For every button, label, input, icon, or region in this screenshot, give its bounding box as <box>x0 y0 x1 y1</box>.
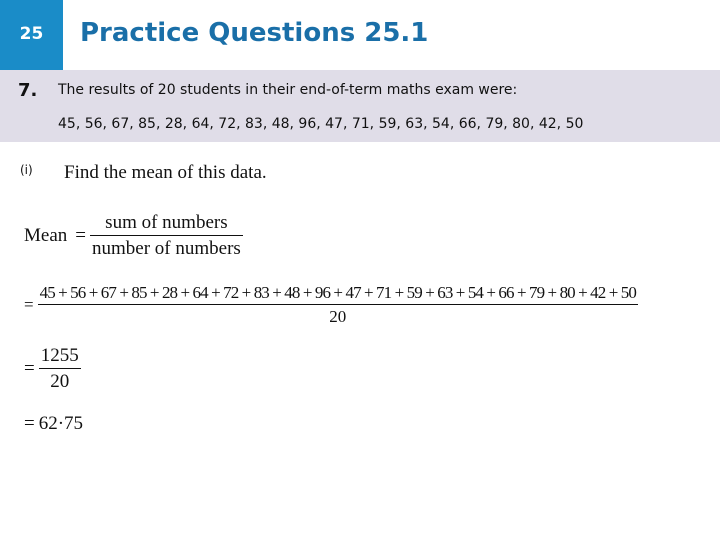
total-denominator: 20 <box>50 371 70 392</box>
equals-sign: = <box>24 413 35 434</box>
equals-sign: = <box>75 225 86 246</box>
result-step <box>24 413 83 435</box>
formula-fraction <box>90 212 243 260</box>
mean-label: Mean <box>24 225 68 246</box>
sum-denominator: 20 <box>329 307 347 326</box>
part-question: Find the mean of this data. <box>64 162 267 183</box>
sum-step <box>24 283 638 327</box>
question-number: 7. <box>18 80 38 101</box>
sum-fraction <box>38 283 638 327</box>
total-step <box>24 345 81 393</box>
formula-numerator: sum of numbers <box>105 212 228 233</box>
chapter-number: 25 <box>19 24 44 44</box>
sum-numerator: 45 + 56 + 67 + 85 + 28 + 64 + 72 + 83 + 48 + 96 + 47 + 71 + 59 + 63 + 54 + 66 + 79 + 80 + 42 + 50 <box>39 283 636 302</box>
formula-denominator: number of numbers <box>91 238 241 259</box>
page-title: Practice Questions 25.1 <box>80 18 429 48</box>
total-fraction <box>39 345 81 393</box>
equals-sign: = <box>24 358 35 379</box>
part-label: (i) <box>20 163 33 177</box>
chapter-badge <box>0 0 63 70</box>
mean-formula <box>24 212 243 260</box>
equals-sign: = <box>24 295 34 314</box>
total-numerator: 1255 <box>40 345 79 366</box>
question-text: The results of 20 students in their end-of-term maths exam were: <box>58 82 518 98</box>
question-data: 45, 56, 67, 85, 28, 64, 72, 83, 48, 96, 47, 71, 59, 63, 54, 66, 79, 80, 42, 50 <box>58 116 584 132</box>
mean-result: 62·75 <box>38 413 84 434</box>
